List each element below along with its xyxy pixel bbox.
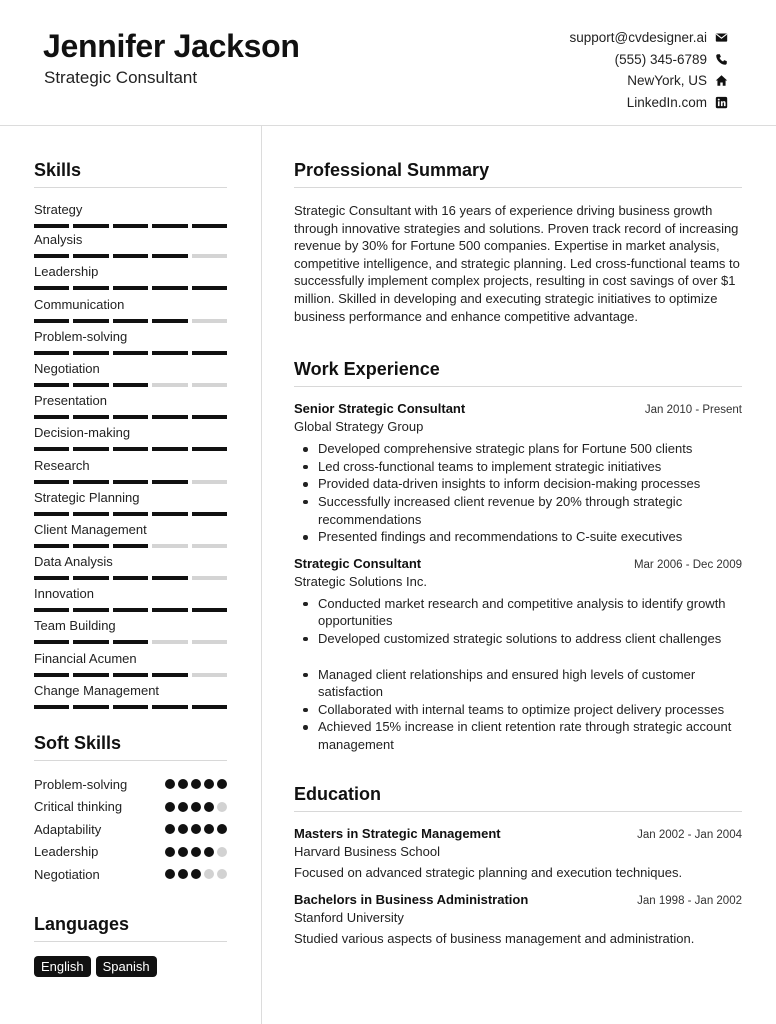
rating-dot — [204, 869, 214, 879]
skill-name: Presentation — [34, 393, 107, 409]
soft-skill-name: Adaptability — [34, 821, 102, 837]
skill-name: Innovation — [34, 586, 94, 602]
rating-dot — [204, 779, 214, 789]
education-date: Jan 1998 - Jan 2002 — [637, 895, 742, 908]
summary-heading: Professional Summary — [294, 160, 742, 188]
rating-dot — [217, 779, 227, 789]
skill-level-segment — [73, 480, 108, 484]
job-date: Mar 2006 - Dec 2009 — [633, 558, 742, 571]
skill-name: Financial Acumen — [34, 650, 137, 666]
skill-level-segment — [113, 415, 148, 419]
language-tag: English — [34, 956, 91, 977]
education-entry — [294, 826, 742, 880]
skill-name: Change Management — [34, 682, 160, 698]
soft-skill-item — [34, 773, 227, 796]
skill-level-segment — [192, 383, 227, 387]
job-bullets — [294, 440, 742, 546]
skills-list — [34, 188, 227, 703]
job-bullet: Presented findings and recommendations to C-suite executives — [294, 528, 742, 546]
skill-level-segment — [192, 351, 227, 355]
skill-level-segment — [152, 383, 187, 387]
skill-level-segment — [73, 512, 108, 516]
soft-skill-rating — [165, 824, 227, 834]
rating-dot — [165, 847, 175, 857]
school-name: Stanford University — [294, 910, 404, 926]
skill-level-segment — [113, 447, 148, 451]
skill-name: Negotiation — [34, 360, 100, 376]
skill-name: Analysis — [34, 232, 83, 248]
education-date: Jan 2002 - Jan 2004 — [637, 829, 742, 842]
skill-level-segment — [34, 319, 69, 323]
rating-dot — [191, 802, 201, 812]
skill-name: Leadership — [34, 264, 99, 280]
job-entry — [294, 401, 742, 546]
skill-name: Communication — [34, 296, 125, 312]
skill-level-segment — [73, 351, 108, 355]
rating-dot — [178, 869, 188, 879]
job-date: Jan 2010 - Present — [644, 404, 742, 417]
skill-level-bar — [34, 640, 227, 644]
skill-level-segment — [192, 576, 227, 580]
soft-skill-name: Leadership — [34, 844, 99, 860]
rating-dot — [178, 847, 188, 857]
skill-name: Problem-solving — [34, 328, 128, 344]
skill-level-segment — [73, 415, 108, 419]
skills-heading: Skills — [34, 160, 227, 188]
skill-level-segment — [152, 351, 187, 355]
skill-level-segment — [152, 512, 187, 516]
soft-skills-heading: Soft Skills — [34, 733, 227, 761]
left-column — [34, 126, 227, 977]
education-description: Focused on advanced strategic planning and execution techniques. — [294, 865, 683, 881]
phone-icon — [714, 52, 728, 66]
skill-level-segment — [152, 254, 187, 258]
job-bullet: Led cross-functional teams to implement strategic initiatives — [294, 458, 742, 476]
soft-skill-item — [34, 863, 227, 886]
skill-level-segment — [113, 640, 148, 644]
skill-level-segment — [73, 383, 108, 387]
skill-level-segment — [192, 224, 227, 228]
job-header — [294, 401, 742, 416]
skill-level-segment — [152, 224, 187, 228]
education-description: Studied various aspects of business management and administration. — [294, 931, 695, 947]
job-bullet: Developed comprehensive strategic plans for Fortune 500 clients — [294, 440, 742, 458]
skill-level-segment — [113, 286, 148, 290]
rating-dot — [217, 802, 227, 812]
job-company: Strategic Solutions Inc. — [294, 573, 427, 589]
skill-level-segment — [192, 544, 227, 548]
skill-name: Strategy — [34, 202, 83, 217]
skill-level-segment — [73, 224, 108, 228]
skill-level-segment — [34, 286, 69, 290]
skill-level-segment — [73, 673, 108, 677]
skill-level-bar — [34, 351, 227, 355]
rating-dot — [217, 847, 227, 857]
skill-level-bar — [34, 608, 227, 612]
job-company: Global Strategy Group — [294, 419, 424, 435]
soft-skill-item — [34, 796, 227, 819]
skill-name: Data Analysis — [34, 554, 113, 570]
skill-level-segment — [152, 576, 187, 580]
candidate-title: Strategic Consultant — [44, 68, 198, 87]
rating-dot — [204, 824, 214, 834]
skill-level-segment — [113, 254, 148, 258]
rating-dot — [204, 847, 214, 857]
skill-level-segment — [113, 351, 148, 355]
skill-item — [34, 188, 227, 220]
soft-skill-rating — [165, 847, 227, 857]
job-title: Strategic Consultant — [294, 555, 422, 571]
skill-level-segment — [34, 254, 69, 258]
languages-heading: Languages — [34, 914, 227, 942]
rating-dot — [178, 779, 188, 789]
skill-level-bar — [34, 673, 227, 677]
skill-level-segment — [152, 415, 187, 419]
skill-level-segment — [192, 319, 227, 323]
skill-level-bar — [34, 447, 227, 451]
skill-level-bar — [34, 705, 227, 709]
skill-level-segment — [152, 608, 187, 612]
skill-level-segment — [34, 351, 69, 355]
languages-list — [34, 956, 227, 977]
job-bullet: Successfully increased client revenue by 20% through strategic recommendations — [294, 493, 742, 528]
skill-level-segment — [192, 254, 227, 258]
rating-dot — [178, 824, 188, 834]
candidate-name: Jennifer Jackson — [43, 28, 300, 64]
skill-level-segment — [73, 576, 108, 580]
contact-linkedin[interactable] — [569, 92, 728, 114]
skill-level-segment — [34, 415, 69, 419]
skill-name: Decision-making — [34, 425, 131, 441]
job-bullet: Conducted market research and competitive analysis to identify growth opportunities — [294, 595, 742, 630]
rating-dot — [204, 802, 214, 812]
soft-skill-rating — [165, 869, 227, 879]
skill-level-bar — [34, 576, 227, 580]
soft-skill-name: Problem-solving — [34, 776, 128, 792]
skill-level-segment — [192, 705, 227, 709]
skill-level-bar — [34, 254, 227, 258]
job-bullet: Achieved 15% increase in client retention rate through strategic account management — [294, 718, 742, 753]
soft-skill-rating — [165, 802, 227, 812]
envelope-icon — [714, 31, 728, 45]
rating-dot — [191, 869, 201, 879]
soft-skills-list — [34, 773, 227, 886]
job-bullets-continued — [294, 666, 742, 754]
resume-header — [0, 0, 776, 126]
skill-level-segment — [73, 608, 108, 612]
rating-dot — [178, 802, 188, 812]
contact-phone[interactable] — [569, 49, 728, 71]
job-entry — [294, 556, 742, 754]
skill-level-segment — [113, 544, 148, 548]
home-icon — [714, 74, 728, 88]
skill-level-segment — [73, 254, 108, 258]
skill-level-segment — [152, 673, 187, 677]
skill-level-segment — [113, 608, 148, 612]
skill-level-bar — [34, 319, 227, 323]
skill-level-segment — [34, 673, 69, 677]
skill-name: Strategic Planning — [34, 489, 140, 505]
experience-heading: Work Experience — [294, 359, 742, 387]
contact-email-text: support@cvdesigner.ai — [569, 30, 707, 46]
soft-skill-rating — [165, 779, 227, 789]
contact-email[interactable] — [569, 27, 728, 49]
skill-level-segment — [152, 640, 187, 644]
soft-skill-name: Negotiation — [34, 866, 100, 882]
job-bullets — [294, 595, 742, 648]
skill-level-bar — [34, 480, 227, 484]
skill-level-segment — [113, 480, 148, 484]
education-heading: Education — [294, 784, 742, 812]
skill-name: Client Management — [34, 521, 147, 537]
education-header — [294, 826, 742, 841]
right-column — [294, 126, 742, 946]
rating-dot — [217, 824, 227, 834]
rating-dot — [191, 847, 201, 857]
skill-level-segment — [34, 544, 69, 548]
skill-level-bar — [34, 415, 227, 419]
rating-dot — [191, 824, 201, 834]
contact-location-text: NewYork, US — [627, 73, 707, 89]
skill-level-segment — [34, 640, 69, 644]
contact-list — [569, 27, 728, 113]
linkedin-icon — [714, 95, 728, 109]
skill-level-segment — [34, 705, 69, 709]
skill-level-segment — [113, 705, 148, 709]
education-entry — [294, 892, 742, 946]
skill-level-segment — [192, 512, 227, 516]
skill-level-segment — [34, 224, 69, 228]
skill-level-segment — [192, 673, 227, 677]
skill-level-bar — [34, 224, 227, 228]
skill-level-segment — [192, 415, 227, 419]
contact-phone-text: (555) 345-6789 — [614, 51, 707, 67]
job-bullet: Provided data-driven insights to inform decision-making processes — [294, 475, 742, 493]
skill-level-segment — [113, 512, 148, 516]
skill-level-segment — [73, 705, 108, 709]
job-bullet: Developed customized strategic solutions to address client challenges — [294, 630, 742, 648]
skill-level-segment — [152, 705, 187, 709]
skill-level-segment — [152, 286, 187, 290]
skill-level-segment — [192, 608, 227, 612]
skill-level-segment — [73, 544, 108, 548]
skill-level-bar — [34, 512, 227, 516]
soft-skill-item — [34, 841, 227, 864]
soft-skill-item — [34, 818, 227, 841]
language-tag: Spanish — [96, 956, 157, 977]
summary-text: Strategic Consultant with 16 years of experience driving business growth through innovative strategies and solutions. Proven track record of increasing revenue by 30% for Fortune 500 companies. Expertise in market analysis, competitive intelligence, and strategic planning. Led cross-functional teams to successfully implement complex projects, resulting in cost savings of over $1 million. Skilled in developing and executing strategic initiatives to optimize business performance and enhance competitive advantage. — [294, 203, 740, 324]
education-header — [294, 892, 742, 907]
skill-level-segment — [34, 576, 69, 580]
skill-name: Research — [34, 457, 90, 473]
skill-level-segment — [192, 480, 227, 484]
rating-dot — [217, 869, 227, 879]
skill-level-segment — [73, 319, 108, 323]
skill-level-segment — [113, 673, 148, 677]
school-name: Harvard Business School — [294, 844, 440, 860]
job-title: Senior Strategic Consultant — [294, 401, 466, 417]
job-header — [294, 556, 742, 571]
job-bullet: Collaborated with internal teams to optimize project delivery processes — [294, 701, 742, 719]
skill-level-segment — [34, 608, 69, 612]
skill-level-segment — [152, 447, 187, 451]
skill-level-segment — [73, 640, 108, 644]
rating-dot — [165, 869, 175, 879]
skill-level-segment — [152, 544, 187, 548]
degree-title: Masters in Strategic Management — [294, 826, 501, 842]
skill-level-segment — [34, 512, 69, 516]
skill-level-segment — [34, 447, 69, 451]
skill-level-segment — [113, 576, 148, 580]
skill-level-segment — [152, 480, 187, 484]
skill-level-segment — [113, 224, 148, 228]
skill-level-segment — [192, 286, 227, 290]
job-bullet: Managed client relationships and ensured high levels of customer satisfaction — [294, 666, 742, 701]
skill-level-segment — [113, 319, 148, 323]
contact-location — [569, 70, 728, 92]
skill-level-segment — [192, 447, 227, 451]
skill-level-segment — [73, 447, 108, 451]
column-divider — [261, 126, 262, 1024]
rating-dot — [191, 779, 201, 789]
degree-title: Bachelors in Business Administration — [294, 892, 529, 908]
contact-linkedin-text: LinkedIn.com — [626, 94, 707, 110]
soft-skill-name: Critical thinking — [34, 799, 123, 815]
skill-level-segment — [113, 383, 148, 387]
skill-level-segment — [152, 319, 187, 323]
skill-name: Team Building — [34, 618, 116, 634]
skill-level-bar — [34, 544, 227, 548]
rating-dot — [165, 824, 175, 834]
skill-level-segment — [34, 383, 69, 387]
rating-dot — [165, 779, 175, 789]
skill-level-segment — [192, 640, 227, 644]
skill-level-segment — [73, 286, 108, 290]
skill-level-segment — [34, 480, 69, 484]
skill-level-bar — [34, 286, 227, 290]
rating-dot — [165, 802, 175, 812]
skill-level-bar — [34, 383, 227, 387]
